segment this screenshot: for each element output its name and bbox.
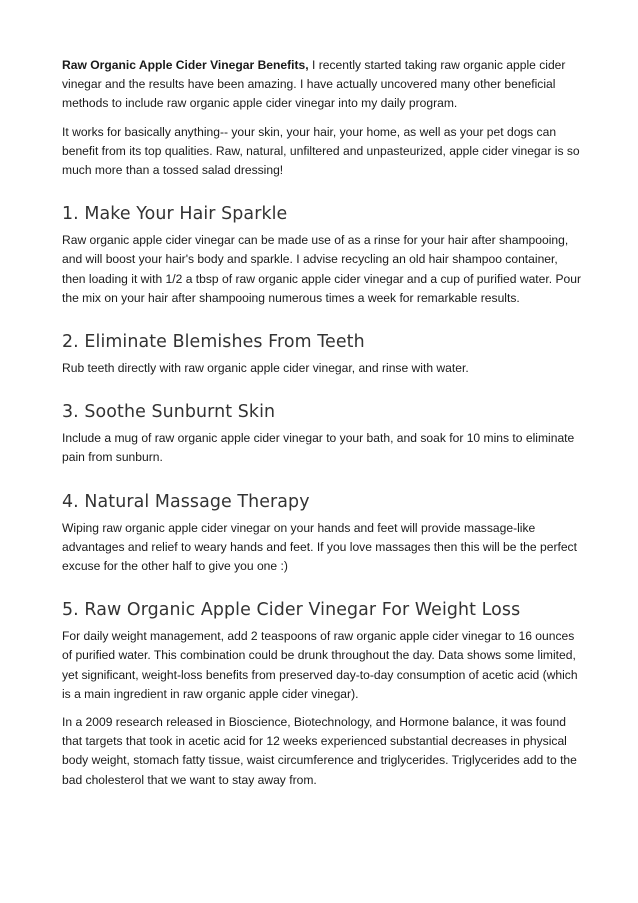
section-teeth: [62, 331, 582, 378]
document-page: [62, 56, 582, 799]
section-sunburn: [62, 401, 582, 467]
section-paragraph: Raw organic apple cider vinegar can be made use of as a rinse for your hair after shampooing, and will boost your hair's body and sparkle. I advise recycling an old hair shampoo container, then loading it with 1/2 a tbsp of raw organic apple cider vinegar and a cup of purified water. Pour the mix on your hair after shampooing numerous times a week for remarkable results.: [62, 233, 582, 305]
section-heading: 4. Natural Massage Therapy: [62, 491, 310, 512]
intro-paragraph-2: It works for basically anything-- your skin, your hair, your home, as well as your pet dogs can benefit from its top qualities. Raw, natural, unfiltered and unpasteurized, apple cider vinegar is so much more than a tossed salad dressing!: [62, 124, 580, 178]
section-heading: 3. Soothe Sunburnt Skin: [62, 402, 276, 423]
section-heading: 1. Make Your Hair Sparkle: [62, 204, 288, 225]
section-massage: [62, 491, 582, 577]
intro-paragraph: [62, 56, 582, 114]
section-heading: 5. Raw Organic Apple Cider Vinegar For Weight Loss: [62, 600, 521, 621]
section-paragraph: Include a mug of raw organic apple cider vinegar to your bath, and soak for 10 mins to eliminate pain from sunburn.: [62, 431, 575, 465]
section-paragraph: Rub teeth directly with raw organic apple cider vinegar, and rinse with water.: [62, 361, 469, 376]
section-heading: 2. Eliminate Blemishes From Teeth: [62, 332, 365, 353]
section-weight-loss: [62, 599, 582, 790]
section-hair: [62, 203, 582, 308]
intro-lead: Raw Organic Apple Cider Vinegar Benefits,: [62, 58, 309, 72]
section-paragraph: Wiping raw organic apple cider vinegar on your hands and feet will provide massage-like advantages and relief to weary hands and feet. If you love massages then this will be the perfect excuse for the other half to give you one :): [62, 520, 577, 574]
intro-text: I recently started taking raw organic apple cider vinegar and the results have been amazing. I have actually uncovered many other beneficial methods to include raw organic apple cider vinegar into my daily program.: [62, 58, 566, 111]
section-paragraph: For daily weight management, add 2 teaspoons of raw organic apple cider vinegar to 16 ounces of purified water. This combination could be drunk throughout the day. Data shows some limited, yet significant, weight-loss benefits from preserved day-to-day consumption of acetic acid (which is a main ingredient in raw organic apple cider vinegar).: [62, 629, 578, 701]
section-paragraph: In a 2009 research released in Bioscience, Biotechnology, and Hormone balance, it was found that targets that took in acetic acid for 12 weeks experienced substantial decreases in physical body weight, stomach fatty tissue, waist circumference and triglycerides. Triglycerides add to the bad cholesterol that we want to stay away from.: [62, 715, 577, 787]
